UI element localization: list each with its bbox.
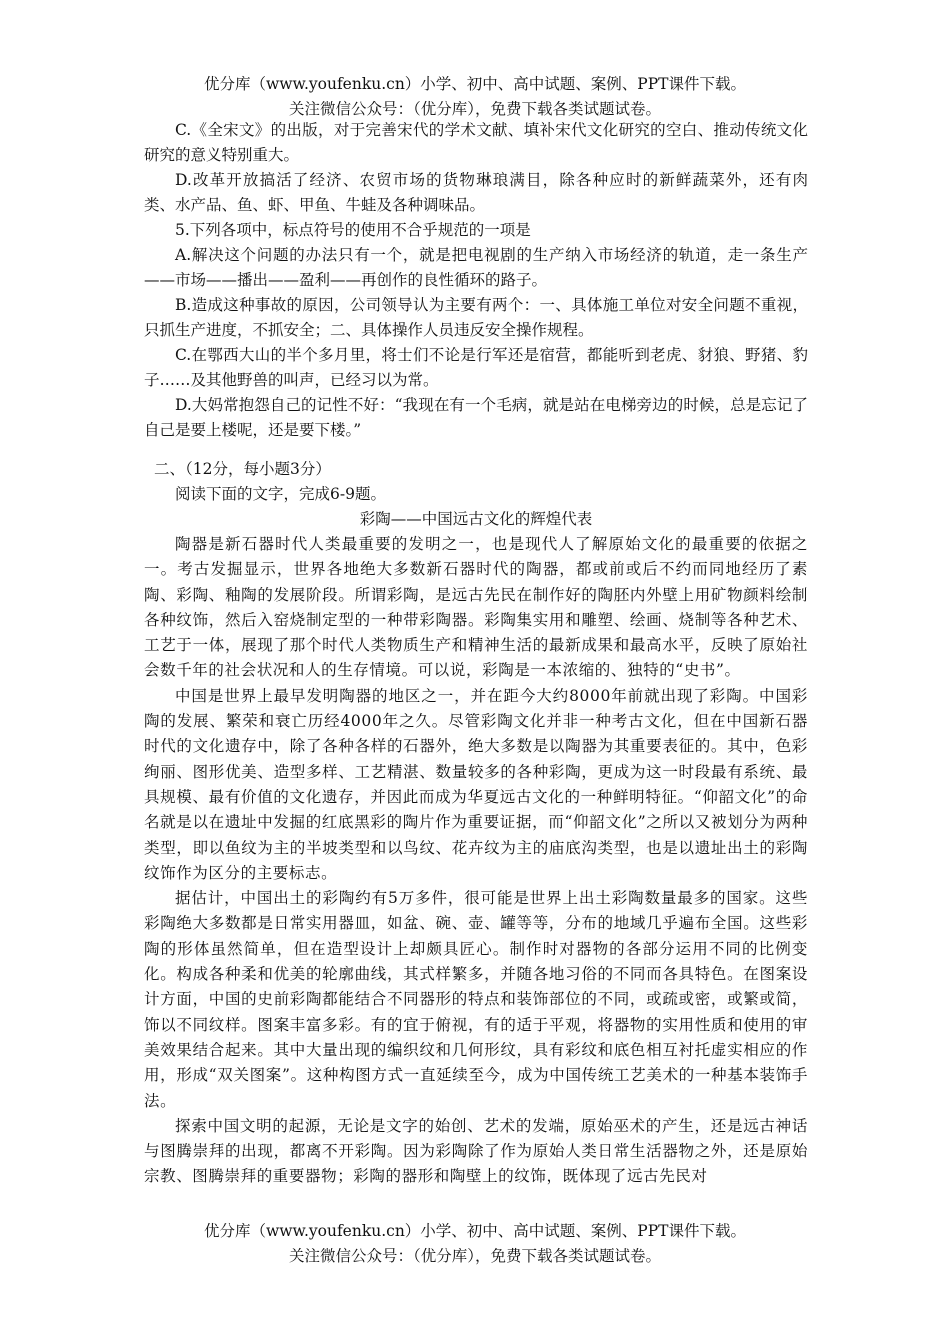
- q5-option-a: A.解决这个问题的办法只有一个，就是把电视剧的生产纳入市场经济的轨道，走一条生产——市场——播出——盈利——再创作的良性循环的路子。: [144, 246, 808, 289]
- article-body: [144, 532, 808, 1190]
- q5-option-c: C.在鄂西大山的半个多月里，将士们不论是行军还是宿营，都能听到老虎、豺狼、野猪、豹子……及其他野兽的叫声，已经习以为常。: [144, 346, 808, 389]
- article-title: 彩陶——中国远古文化的辉煌代表: [359, 510, 593, 528]
- article-paragraph: 据估计，中国出土的彩陶约有5万多件，很可能是世界上出土彩陶数量最多的国家。这些彩陶绝大多数都是日常实用器皿，如盆、碗、壶、罐等等，分布的地域几乎遍布全国。这些彩陶的形体虽然简单，但在造型设计上却颇具匠心。制作时对器物的各部分运用不同的比例变化。构成各种柔和优美的轮廓曲线，其式样繁多，并随各地习俗的不同而各具特色。在图案设计方面，中国的史前彩陶都能结合不同器形的特点和装饰部位的不同，或疏或密，或繁或简，饰以不同纹样。图案丰富多彩。有的宜于俯视，有的适于平观，将器物的实用性质和使用的审美效果结合起来。其中大量出现的编织纹和几何形纹，具有彩纹和底色相互衬托虚实相应的作用，形成“双关图案”。这种构图方式一直延续至今，成为中国传统工艺美术的一种基本装饰手法。: [144, 889, 808, 1110]
- q4-option-d: D.改革开放搞活了经济、农贸市场的货物琳琅满目，除各种应时的新鲜蔬菜外，还有肉 类、水产品、鱼、虾、甲鱼、牛蛙及各种调味品。: [144, 171, 824, 214]
- q5-option-d: D.大妈常抱怨自己的记性不好：“我现在有一个毛病，就是站在电梯旁边的时候，总是忘记了自己是要上楼呢，还是要下楼。”: [144, 396, 808, 439]
- document-body: [144, 118, 824, 1190]
- article-paragraph: 陶器是新石器时代人类最重要的发明之一，也是现代人了解原始文化的最重要的依据之一。考古发掘显示，世界各地绝大多数新石器时代的陶器，都或前或后不约而同地经历了素陶、彩陶、釉陶的发展阶段。所谓彩陶，是远古先民在制作好的陶胚内外壁上用矿物颜料绘制各种纹饰，然后入窑烧制定型的一种带彩陶器。彩陶集实用和雕塑、绘画、烧制等各种艺术、工艺于一体，展现了那个时代人类物质生产和精神生活的最新成果和最高水平，反映了原始社会数千年的社会状况和人的生存情境。可以说，彩陶是一本浓缩的、独特的“史书”。: [144, 535, 808, 680]
- page-header-line2: 关注微信公众号：（优分库），免费下载各类试题试卷。: [288, 100, 661, 118]
- q5-stem: 5.下列各项中，标点符号的使用不合乎规范的一项是: [175, 221, 531, 239]
- article-paragraph: 中国是世界上最早发明陶器的地区之一，并在距今大约8000年前就出现了彩陶。中国彩陶的发展、繁荣和衰亡历经4000年之久。尽管彩陶文化并非一种考古文化，但在中国新石器时代的文化遗存中，除了各种各样的石器外，绝大多数是以陶器为其重要表征的。其中，色彩绚丽、图形优美、造型多样、工艺精湛、数量较多的各种彩陶，更成为这一时段最有系统、最具规模、最有价值的文化遗存，并因此而成为华夏远古文化的一种鲜明特征。“仰韶文化”的命名就是以在遗址中发掘的红底黑彩的陶片作为重要证据，而“仰韶文化”之所以又被划分为两种类型，即以鱼纹为主的半坡类型和以鸟纹、花卉纹为主的庙底沟类型，也是以遗址出土的彩陶纹饰作为区分的主要标志。: [144, 686, 808, 882]
- section-instruction: 阅读下面的文字，完成6-9题。: [175, 485, 386, 503]
- article-paragraph: 探索中国文明的起源，无论是文字的始创、艺术的发端，原始巫术的产生，还是远古神话与图腾崇拜的出现，都离不开彩陶。因为彩陶除了作为原始人类日常生活器物之外，还是原始宗教、图腾崇拜的重要器物；彩陶的器形和陶壁上的纹饰，既体现了远古先民对: [144, 1116, 808, 1186]
- page-footer-line1: 优分库（www.youfenku.cn）小学、初中、高中试题、案例、PPT课件下载。: [203, 1222, 747, 1240]
- q4-option-c: C.《全宋文》的出版，对于完善宋代的学术文献、填补宋代文化研究的空白、推动传统文化研究的意义特别重大。: [144, 121, 808, 164]
- section-heading: 二、（12分，每小题3分）: [154, 460, 331, 478]
- q5-option-b: B.造成这种事故的原因，公司领导认为主要有两个：一、具体施工单位对安全问题不重视，只抓生产进度，不抓安全；二、具体操作人员违反安全操作规程。: [144, 296, 808, 339]
- page-header-line1: 优分库（www.youfenku.cn）小学、初中、高中试题、案例、PPT课件下载。: [203, 75, 747, 93]
- page-footer-line2: 关注微信公众号：（优分库），免费下载各类试题试卷。: [288, 1247, 661, 1265]
